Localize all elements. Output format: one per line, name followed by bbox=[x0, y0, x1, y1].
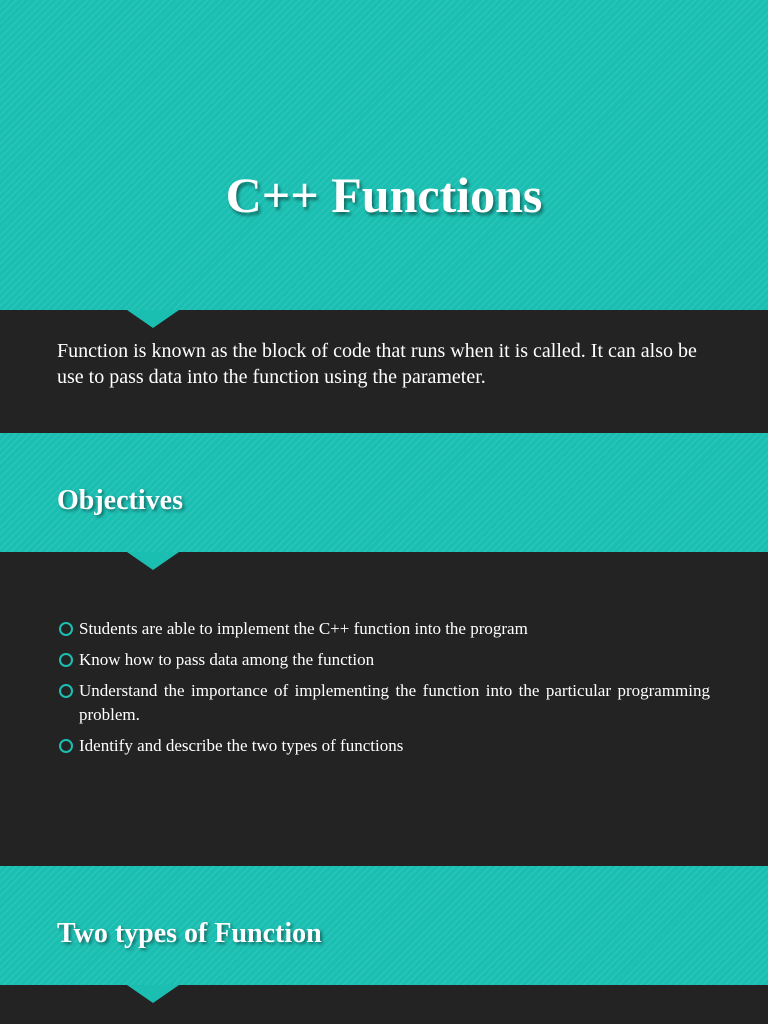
band-notch bbox=[127, 310, 179, 328]
circle-outline-icon bbox=[59, 684, 73, 698]
two-types-heading: Two types of Function bbox=[57, 918, 322, 949]
circle-outline-icon bbox=[59, 622, 73, 636]
page-title: C++ Functions bbox=[225, 167, 543, 223]
list-item-text: Know how to pass data among the function bbox=[79, 650, 375, 669]
circle-outline-icon bbox=[59, 739, 73, 753]
objectives-list bbox=[57, 617, 710, 765]
list-item bbox=[57, 679, 710, 727]
list-item bbox=[57, 648, 710, 672]
list-item-text: Identify and describe the two types of functions bbox=[79, 736, 404, 755]
band-notch bbox=[127, 552, 179, 570]
intro-text: Function is known as the block of code that runs when it is called. It can also be use to pass data into the function using the parameter. bbox=[57, 340, 697, 388]
bottom-band bbox=[0, 985, 768, 1024]
circle-outline-icon bbox=[59, 653, 73, 667]
list-item-text: Students are able to implement the C++ function into the program bbox=[79, 619, 528, 638]
list-item bbox=[57, 617, 710, 641]
band-notch bbox=[127, 985, 179, 1003]
list-item-text: Understand the importance of implementing the function into the particular programming problem. bbox=[79, 681, 710, 724]
title-band bbox=[0, 0, 768, 310]
list-item bbox=[57, 734, 710, 758]
objectives-heading: Objectives bbox=[57, 485, 183, 516]
